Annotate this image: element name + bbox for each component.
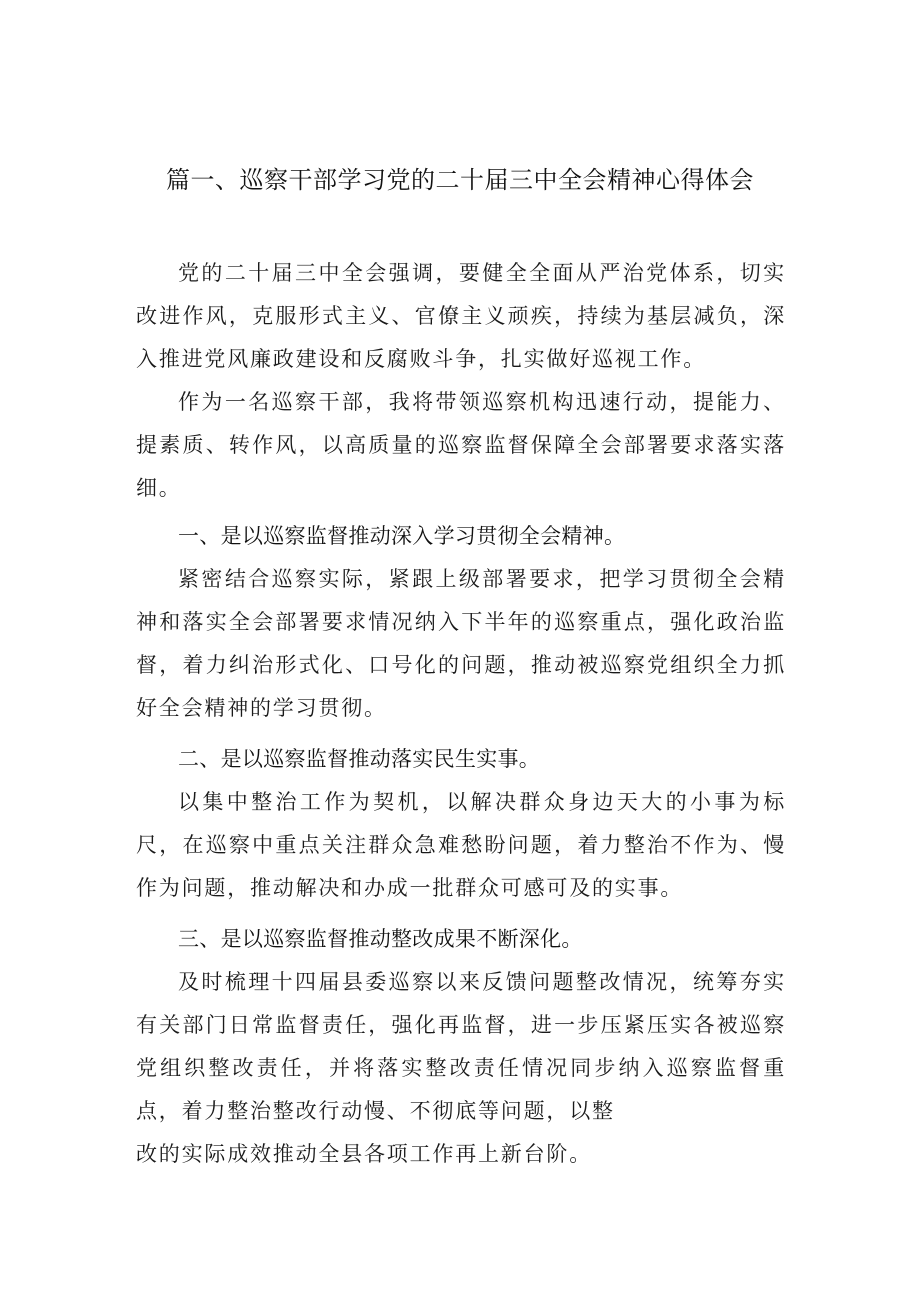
document-title: 篇一、巡察干部学习党的二十届三中全会精神心得体会 <box>166 166 754 194</box>
intro-paragraph-1: 党的二十届三中全会强调，要健全全面从严治党体系，切实改进作风，克服形式主义、官僚主义顽疾，持续为基层减负，深入推进党风廉政建设和反腐败斗争，扎实做好巡视工作。 <box>136 261 786 371</box>
section-3-body-tail: 改的实际成效推动全县各项工作再上新台阶。 <box>136 1142 592 1166</box>
section-1-heading: 一、是以巡察监督推动深入学习贯彻全会精神。 <box>178 524 626 548</box>
section-1-body: 紧密结合巡察实际，紧跟上级部署要求，把学习贯彻全会精神和落实全会部署要求情况纳入下半年的巡察重点，强化政治监督，着力纠治形式化、口号化的问题，推动被巡察党组织全力抓好全会精神的学习贯彻。 <box>136 567 786 720</box>
section-2-heading: 二、是以巡察监督推动落实民生实事。 <box>178 747 541 771</box>
intro-paragraph-2: 作为一名巡察干部，我将带领巡察机构迅速行动，提能力、提素质、转作风，以高质量的巡察监督保障全会部署要求落实落细。 <box>136 390 786 500</box>
section-3-body: 及时梳理十四届县委巡察以来反馈问题整改情况，统筹夯实有关部门日常监督责任，强化再监督，进一步压紧压实各被巡察党组织整改责任，并将落实整改责任情况同步纳入巡察监督重点，着力整治整改行动慢、不彻底等问题，以整 <box>136 970 786 1123</box>
section-3-heading: 三、是以巡察监督推动整改成果不断深化。 <box>178 927 583 951</box>
section-2-body: 以集中整治工作为契机，以解决群众身边天大的小事为标尺，在巡察中重点关注群众急难愁盼问题，着力整治不作为、慢作为问题，推动解决和办成一批群众可感可及的实事。 <box>136 790 786 900</box>
document-body <box>136 252 786 1176</box>
